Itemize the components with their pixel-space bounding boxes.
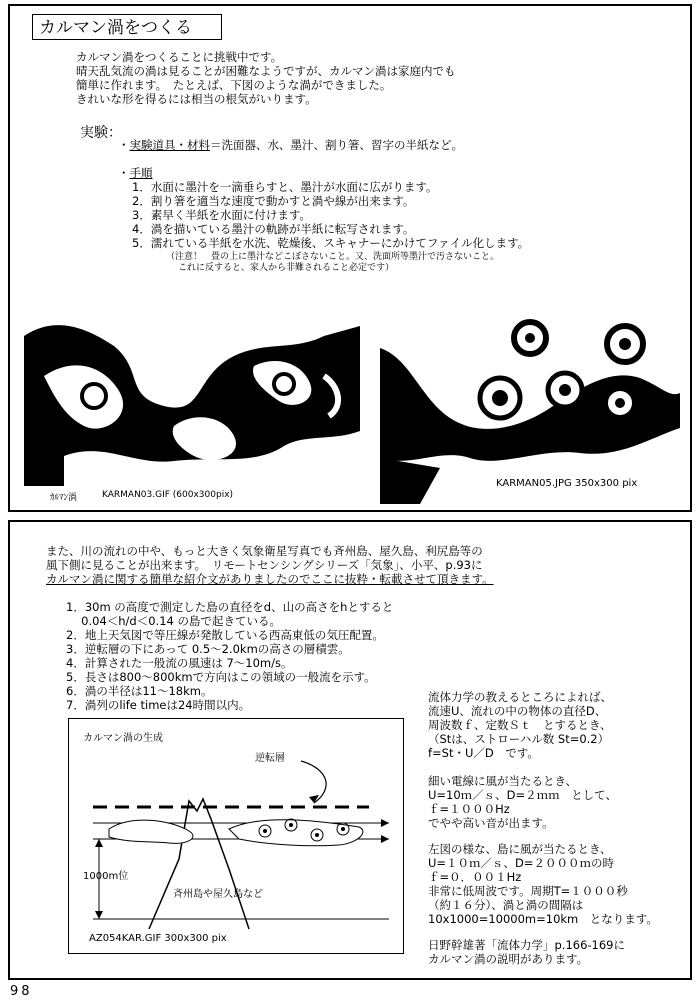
- physics-line: 10x1000=10000m=10km となります。: [428, 912, 658, 926]
- bottom-intro-line: 風下側に見ることが出来ます。 リモートセンシングシリーズ「気象」、小平、p.93に: [46, 558, 483, 572]
- fact-item: 2．地上天気図で等圧線が発散している西高東低の気圧配置。: [66, 628, 384, 642]
- karman-ink-image-left: [24, 316, 360, 486]
- fact-item: 3．逆転層の下にあって 0.5〜2.0kmの高さの層積雲。: [66, 642, 350, 656]
- tools-label: 実験道具・材料: [129, 138, 210, 152]
- physics-line: f=St・U／D です。: [428, 746, 539, 760]
- intro-line: 晴天乱気流の渦は見ることが困難なようですが、カルマン渦は家庭内でも: [76, 64, 456, 78]
- steps-label: 手順: [129, 166, 153, 180]
- bottom-intro-line: また、川の流れの中や、もっと大きく気象衛星写真でも斉州島、屋久島、利尻島等の: [46, 544, 483, 558]
- karman-ink-image-right: [380, 308, 680, 504]
- intro-line: 簡単に作れます。 たとえば、下図のような渦ができました。: [76, 78, 392, 92]
- step-item: 4．渦を描いている墨汁の軌跡が半紙に転写されます。: [132, 222, 415, 236]
- page-title: カルマン渦をつくる: [32, 14, 222, 40]
- physics-line: カルマン渦の説明があります。: [428, 952, 589, 966]
- inversion-layer-label: 逆転層: [255, 753, 285, 764]
- height-label: 1000m位: [83, 871, 129, 882]
- step-item: 3．素早く半紙を水面に付けます。: [132, 208, 311, 222]
- tools-line: ・実験道具・材料＝洗面器、水、墨汁、割り箸、習字の半紙など。: [118, 138, 463, 152]
- note-line: （注意！ 畳の上に墨汁などこぼさないこと。又、洗面所等墨汁で汚さないこと。: [166, 252, 500, 262]
- bottom-section: [8, 520, 692, 980]
- fact-item: 5．長さは800〜800kmで方向はこの領域の一般流を示す。: [66, 670, 376, 684]
- physics-line: U=10ｍ／ｓ、D=２ｍｍ として、: [428, 788, 617, 802]
- diagram-caption: AZ054KAR.GIF 300x300 pix: [89, 933, 227, 944]
- step-item: 1．水面に墨汁を一滴垂らすと、墨汁が水面に広がります。: [132, 180, 438, 194]
- intro-line: きれいな形を得るには相当の根気がいります。: [76, 92, 317, 106]
- steps-heading: ・手順: [118, 166, 153, 180]
- physics-line: 非常に低周波です。周期T=１０００秒: [428, 884, 628, 898]
- right-image-caption: KARMAN05.JPG 350x300 pix: [496, 478, 638, 489]
- physics-line: 細い電線に風が当たるとき、: [428, 774, 578, 788]
- physics-line: 日野幹雄著「流体力学」p.166-169に: [428, 938, 626, 952]
- bottom-intro-line: カルマン渦に関する簡単な紹介文がありましたのでここに抜粋・転載させて頂きます。: [46, 572, 494, 586]
- physics-line: 左図の様な、島に風が当たるとき、: [428, 842, 612, 856]
- step-item: 5．濡れている半紙を水洗、乾燥後、スキャナーにかけてファイル化します。: [132, 236, 530, 250]
- experiment-heading: 実験：: [80, 125, 122, 141]
- step-item: 2．割り箸を適当な速度で動かすと渦や線が出来ます。: [132, 194, 415, 208]
- fact-item: 7．渦列のlife timeは24時間以内。: [66, 698, 251, 712]
- physics-line: （Stは、ストローハル数 St=0.2）: [428, 732, 610, 746]
- physics-line: ｆ=１０００Hz: [428, 802, 510, 816]
- physics-line: ｆ=０．００１Hz: [428, 870, 522, 884]
- physics-line: （約１６分）、渦と渦の間隔は: [428, 898, 584, 912]
- fact-item: 6．渦の半径は11〜18km。: [66, 684, 213, 698]
- top-section: [8, 4, 692, 512]
- islands-label: 斉州島や屋久島など: [173, 889, 263, 900]
- intro-line: カルマン渦をつくることに挑戦中です。: [76, 50, 283, 64]
- left-image-caption-a: ｶﾙﾏﾝ渦: [50, 493, 78, 503]
- fact-item: 1．30m の高度で測定した島の直径をd、山の高さをhとすると: [66, 600, 394, 614]
- note-line: これに反すると、家人から非難されること必定です）: [178, 263, 395, 273]
- diagram-title: カルマン渦の生成: [83, 733, 163, 744]
- left-image-caption-b: KARMAN03.GIF (600x300pix): [102, 490, 234, 500]
- fact-item: 0.04＜h/d＜0.14 の島で起きている。: [66, 614, 281, 628]
- tools-text: ＝洗面器、水、墨汁、割り箸、習字の半紙など。: [210, 138, 463, 152]
- page-number: 98: [10, 984, 33, 999]
- physics-line: U=１０ｍ／ｓ、D=２０００ｍの時: [428, 856, 615, 870]
- physics-line: でやや高い音が出ます。: [428, 816, 554, 830]
- physics-line: 周波数ｆ、定数Ｓｔ とするとき、: [428, 718, 612, 732]
- physics-line: 流速U、流れの中の物体の直径D、: [428, 704, 607, 718]
- karman-formation-diagram: [68, 718, 404, 954]
- physics-line: 流体力学の教えるところによれば、: [428, 690, 612, 704]
- diagram-drawing: [69, 719, 403, 953]
- fact-item: 4．計算された一般流の風速は 7〜10m/s。: [66, 656, 293, 670]
